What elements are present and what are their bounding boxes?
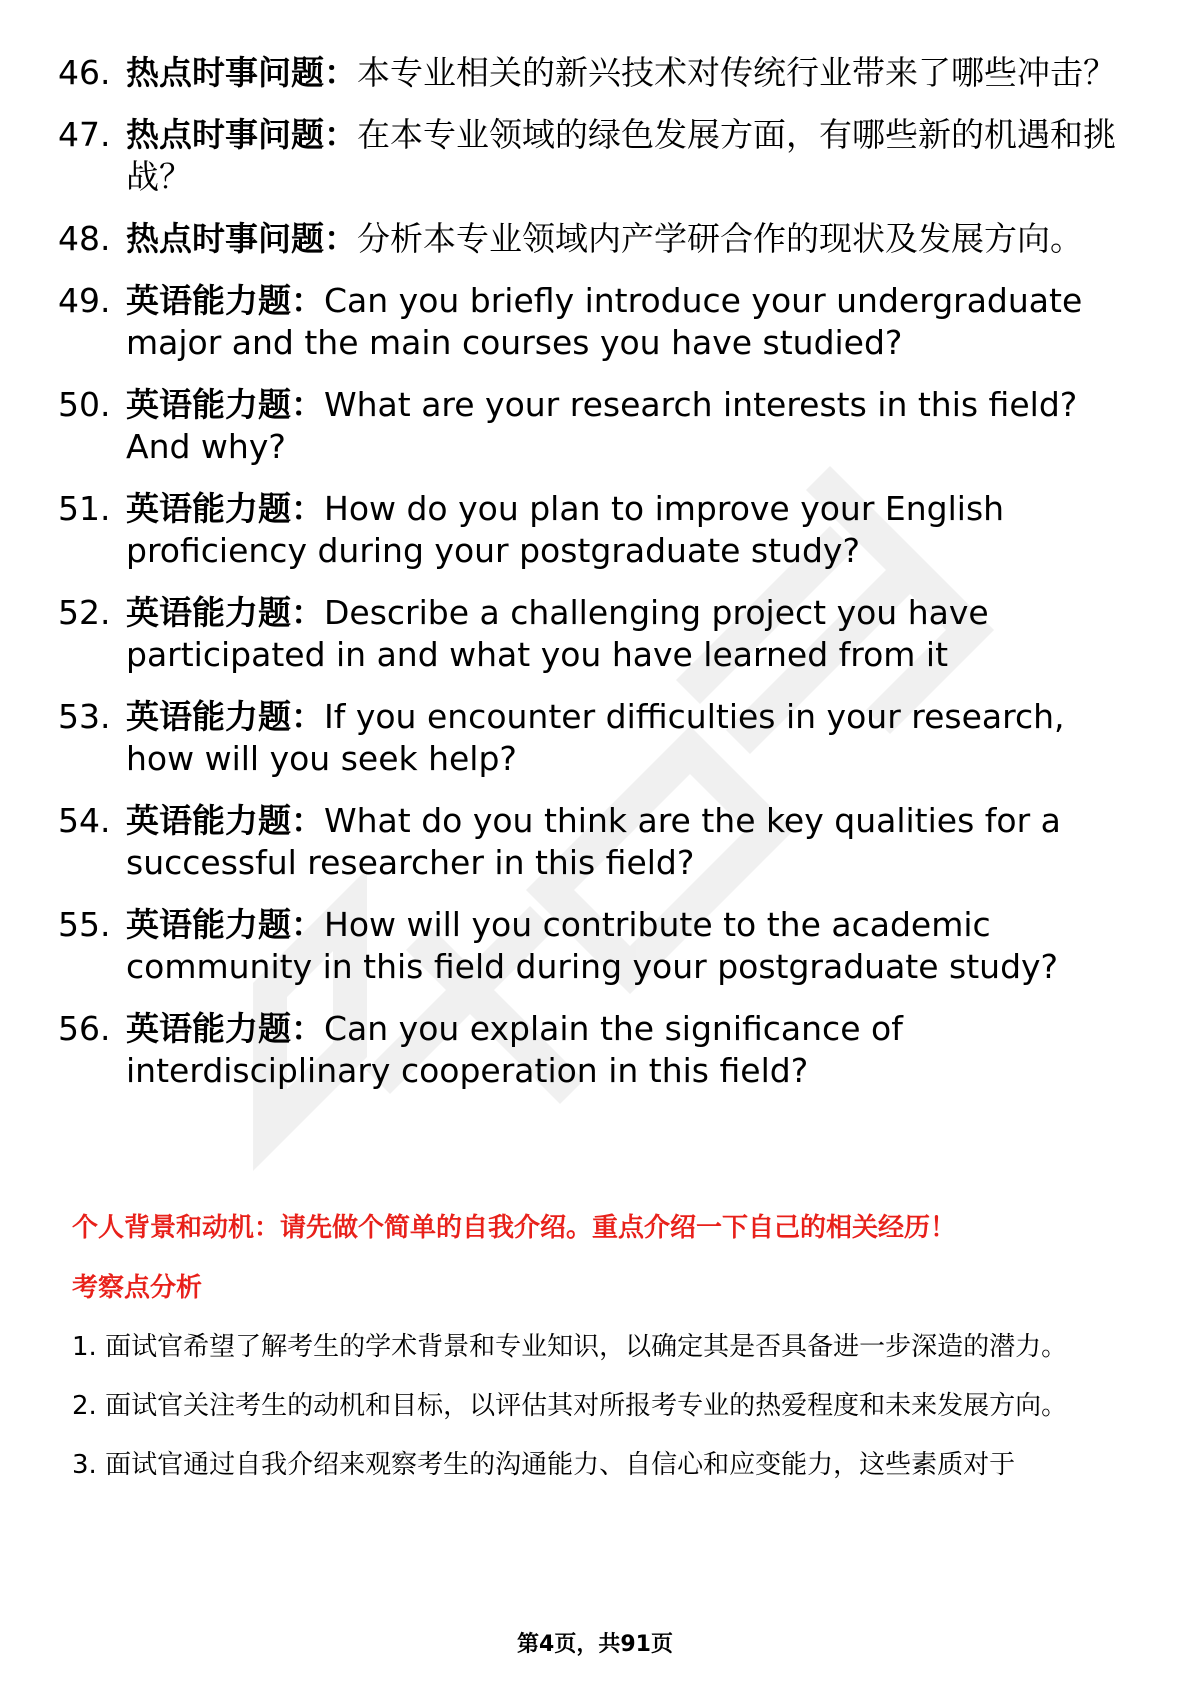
question-list <box>58 52 1138 1112</box>
question-number: 56. <box>58 1009 111 1048</box>
question-colon: ： <box>324 219 357 258</box>
question-item <box>58 384 1138 468</box>
question-text: What are your research interests in this field? And why? <box>126 385 1078 466</box>
question-category: 英语能力题 <box>126 905 291 944</box>
question-text: What do you think are the key qualities for a successful researcher in this field? <box>126 801 1061 882</box>
question-number: 51. <box>58 489 111 528</box>
question-colon: ： <box>291 593 324 632</box>
question-text: 本专业相关的新兴技术对传统行业带来了哪些冲击？ <box>357 53 1116 92</box>
question-category: 英语能力题 <box>126 281 291 320</box>
question-item <box>58 218 1138 260</box>
question-category: 热点时事问题 <box>126 219 324 258</box>
question-item <box>58 114 1138 198</box>
question-colon: ： <box>291 385 324 424</box>
question-number: 54. <box>58 801 111 840</box>
question-text: 分析本专业领域内产学研合作的现状及发展方向。 <box>357 219 1083 258</box>
question-text: Can you briefly introduce your undergraduate major and the main courses you have studied? <box>126 281 1083 362</box>
question-category: 英语能力题 <box>126 489 291 528</box>
question-category: 英语能力题 <box>126 385 291 424</box>
question-item <box>58 1008 1138 1092</box>
question-category: 英语能力题 <box>126 801 291 840</box>
question-colon: ： <box>324 115 357 154</box>
page-number: 第4页，共91页 <box>517 1632 673 1657</box>
question-number: 47. <box>58 115 111 154</box>
question-text: Can you explain the significance of interdisciplinary cooperation in this field? <box>126 1009 903 1090</box>
analysis-point: 1. 面试官希望了解考生的学术背景和专业知识，以确定其是否具备进一步深造的潜力。 <box>72 1332 1068 1362</box>
question-colon: ： <box>291 801 324 840</box>
question-number: 50. <box>58 385 111 424</box>
question-item <box>58 800 1138 884</box>
section-heading: 个人背景和动机：请先做个简单的自我介绍。重点介绍一下自己的相关经历！ <box>72 1213 957 1243</box>
question-colon: ： <box>291 1009 324 1048</box>
analysis-point: 2. 面试官关注考生的动机和目标，以评估其对所报考专业的热爱程度和未来发展方向。 <box>72 1391 1068 1421</box>
question-number: 55. <box>58 905 111 944</box>
question-text: How will you contribute to the academic community in this field during your postgraduate study? <box>126 905 1059 986</box>
question-colon: ： <box>291 281 324 320</box>
question-category: 热点时事问题 <box>126 53 324 92</box>
question-category: 英语能力题 <box>126 697 291 736</box>
question-category: 热点时事问题 <box>126 115 324 154</box>
question-item <box>58 280 1138 364</box>
question-colon: ： <box>291 905 324 944</box>
question-item <box>58 488 1138 572</box>
question-text: If you encounter difficulties in your research, how will you seek help? <box>126 697 1065 778</box>
question-number: 48. <box>58 219 111 258</box>
question-category: 英语能力题 <box>126 1009 291 1048</box>
question-number: 53. <box>58 697 111 736</box>
question-number: 46. <box>58 53 111 92</box>
question-text: Describe a challenging project you have participated in and what you have learned from it <box>126 593 989 674</box>
question-item <box>58 904 1138 988</box>
question-item <box>58 696 1138 780</box>
analysis-title: 考察点分析 <box>72 1273 203 1303</box>
question-number: 52. <box>58 593 111 632</box>
analysis-points <box>72 1318 1122 1495</box>
question-colon: ： <box>291 697 324 736</box>
question-number: 49. <box>58 281 111 320</box>
question-item <box>58 592 1138 676</box>
question-category: 英语能力题 <box>126 593 291 632</box>
question-text: 在本专业领域的绿色发展方面，有哪些新的机遇和挑战？ <box>126 115 1116 196</box>
question-colon: ： <box>291 489 324 528</box>
question-item <box>58 52 1138 94</box>
analysis-point: 3. 面试官通过自我介绍来观察考生的沟通能力、自信心和应变能力，这些素质对于 <box>72 1450 1016 1480</box>
question-colon: ： <box>324 53 357 92</box>
question-text: How do you plan to improve your English proficiency during your postgraduate study? <box>126 489 1005 570</box>
